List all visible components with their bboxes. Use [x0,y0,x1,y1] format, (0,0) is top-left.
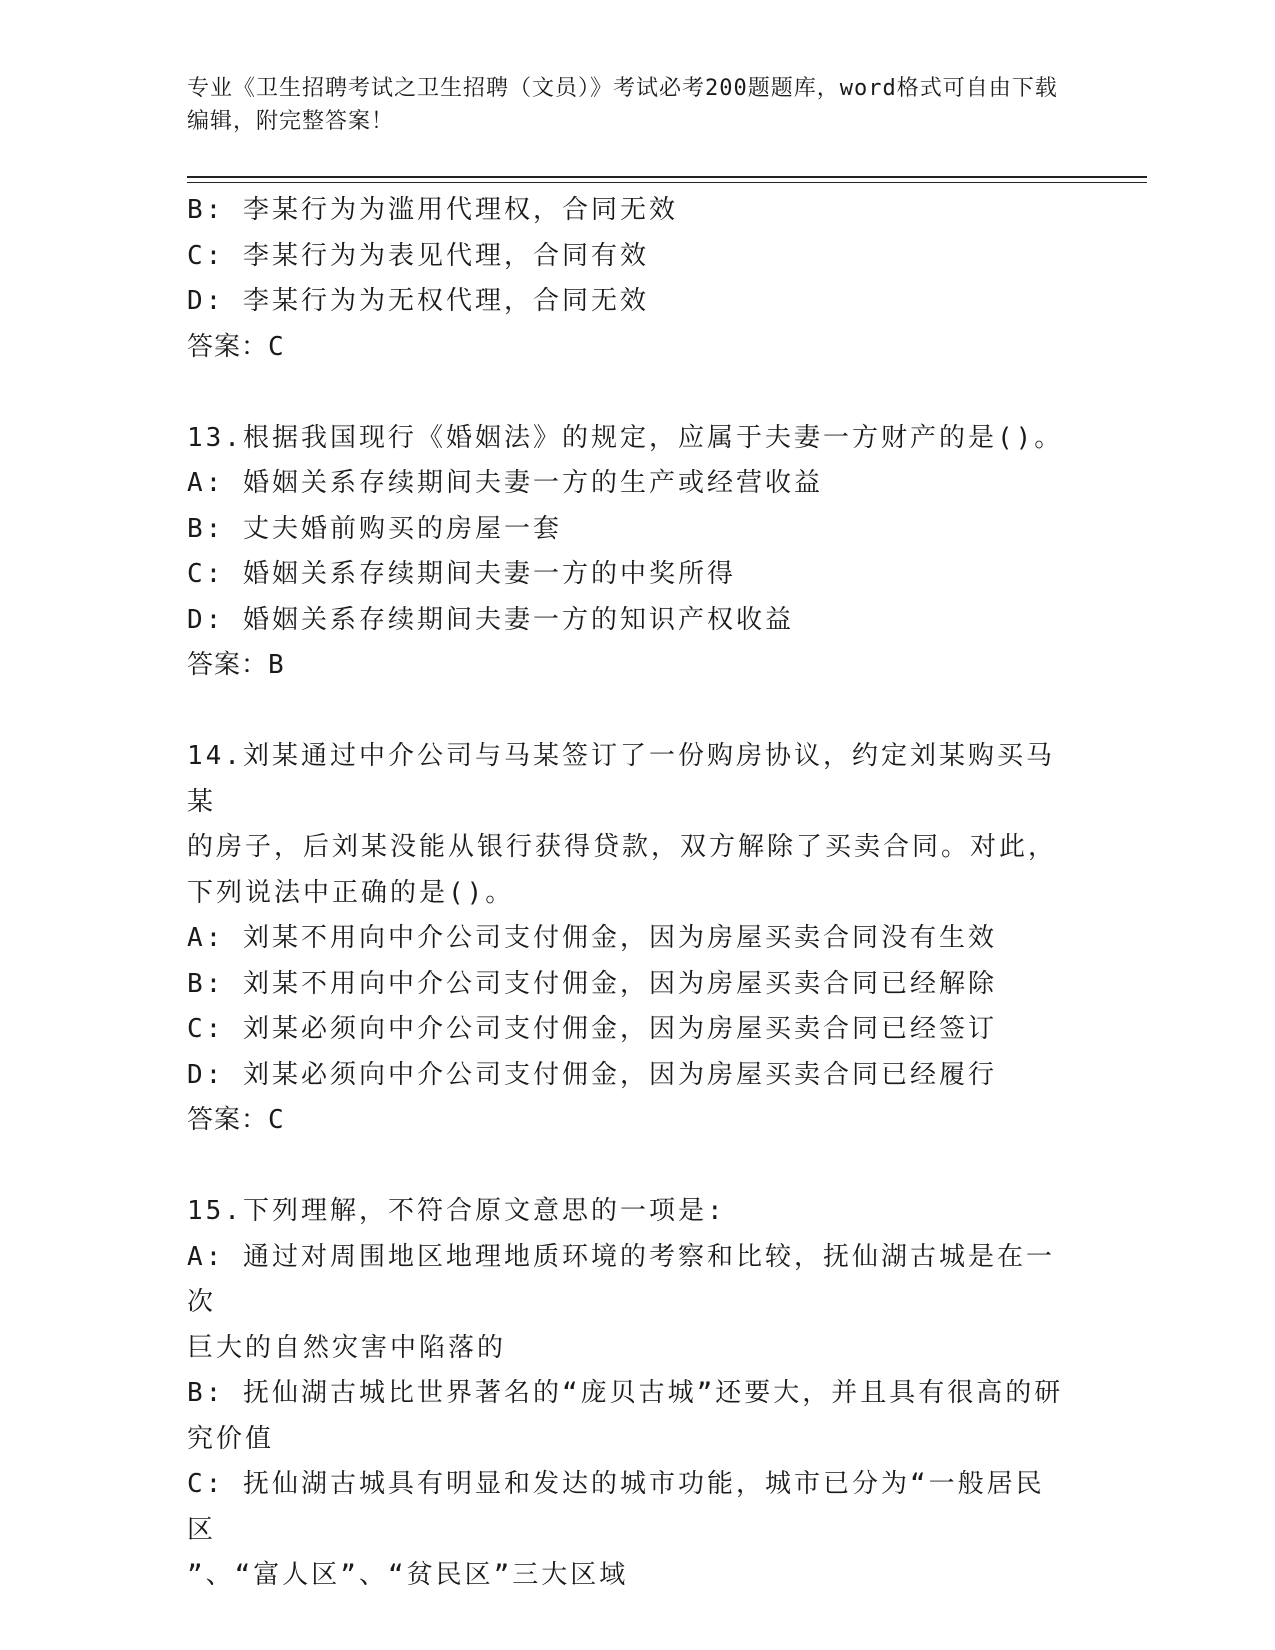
question-stem-line-1: 14.刘某通过中介公司与马某签订了一份购房协议，约定刘某购买马某 [187,741,1055,817]
option-b-line-1: B: 抚仙湖古城比世界著名的“庞贝古城”还要大，并且具有很高的研 [187,1378,1064,1408]
option-d: D: 刘某必须向中介公司支付佣金，因为房屋买卖合同已经履行 [187,1059,997,1090]
answer-line: 答案：C [187,1105,285,1135]
option-c-line-2: ”、“富人区”、“贫民区”三大区域 [187,1560,629,1590]
question-13 [187,416,1067,689]
option-b: B: 丈夫婚前购买的房屋一套 [187,513,562,544]
header-title: 专业《卫生招聘考试之卫生招聘（文员）》考试必考200题题库，word格式可自由下载编辑，附完整答案！ [187,76,1058,134]
option-a-line-1: A: 通过对周围地区地理地质环境的考察和比较，抚仙湖古城是在一次 [187,1241,1055,1317]
option-c: C: 李某行为为表见代理，合同有效 [187,240,649,271]
document-header [187,72,1067,138]
option-b: B: 李某行为为滥用代理权，合同无效 [187,195,678,225]
spacer [187,689,1067,735]
question-list [187,188,1067,1599]
answer-line: 答案：B [187,650,285,680]
option-c: C: 刘某必须向中介公司支付佣金，因为房屋买卖合同已经签订 [187,1014,997,1044]
option-d: D: 婚姻关系存续期间夫妻一方的知识产权收益 [187,604,794,635]
option-c-line-1: C: 抚仙湖古城具有明显和发达的城市功能，城市已分为“一般居民区 [187,1469,1045,1545]
question-stem: 13.根据我国现行《婚姻法》的规定，应属于夫妻一方财产的是()。 [187,422,1064,453]
header-divider-thick [187,176,1147,178]
header-divider-thin [187,182,1147,183]
question-12-tail [187,188,1067,370]
question-stem-line-3: 下列说法中正确的是()。 [187,877,515,908]
option-c: C: 婚姻关系存续期间夫妻一方的中奖所得 [187,559,736,589]
answer-line: 答案：C [187,331,285,362]
option-b-line-2: 究价值 [187,1423,275,1454]
question-stem-line-2: 的房子，后刘某没能从银行获得贷款，双方解除了买卖合同。对此， [187,832,1058,862]
spacer [187,370,1067,416]
question-15 [187,1189,1067,1599]
option-a-line-2: 巨大的自然灾害中陷落的 [187,1332,507,1363]
option-a: A: 刘某不用向中介公司支付佣金，因为房屋买卖合同没有生效 [187,923,997,953]
spacer [187,1144,1067,1190]
option-b: B: 刘某不用向中介公司支付佣金，因为房屋买卖合同已经解除 [187,968,997,999]
question-stem: 15.下列理解，不符合原文意思的一项是: [187,1196,726,1226]
option-a: A: 婚姻关系存续期间夫妻一方的生产或经营收益 [187,468,823,498]
option-d: D: 李某行为为无权代理，合同无效 [187,286,649,316]
question-14 [187,734,1067,1144]
